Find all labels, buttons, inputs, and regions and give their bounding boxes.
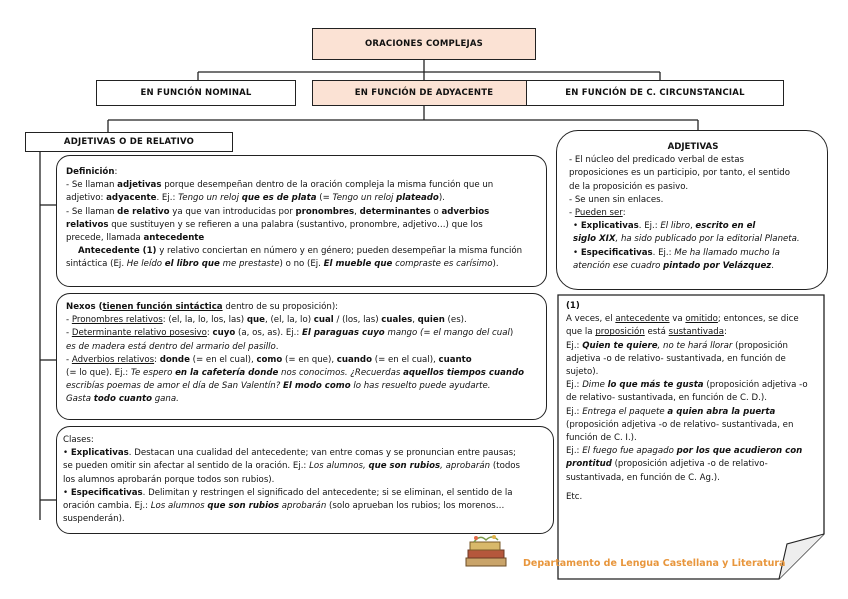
text: - Se llaman — [66, 206, 118, 217]
main-title: ORACIONES COMPLEJAS — [364, 39, 483, 49]
text: (= en el cual), — [371, 354, 439, 365]
text: sustantivada, en función de C. Ag.). — [566, 472, 720, 483]
text: Etc. — [566, 491, 583, 502]
text: El paraguas cuyo — [302, 328, 385, 339]
text: adjetiva -o de relativo- sustantivada, en función de — [566, 353, 786, 364]
text: (= en el cual), — [189, 354, 257, 365]
text: Entrega el paquete — [582, 406, 668, 417]
adjetivas-heading: ADJETIVAS — [667, 142, 719, 152]
text: Ej.: — [566, 380, 583, 391]
text: es de madera está dentro del armario del pasillo — [66, 341, 276, 352]
text: todo cuanto — [93, 394, 152, 405]
text: . Ej.: — [638, 221, 661, 232]
text: el mango del cual — [433, 328, 510, 339]
text: sintáctica (Ej. — [66, 259, 127, 270]
text: adjetivo: — [66, 193, 107, 204]
text: Los alumnos — [150, 501, 208, 512]
text: Quien te quiere — [582, 340, 658, 351]
text: - El núcleo del predicado verbal de estas — [569, 155, 744, 166]
text: Determinante relativo posesivo — [71, 328, 207, 339]
text: (= lo que). Ej.: — [66, 368, 131, 379]
text: - Se llaman — [66, 180, 118, 191]
text: , no te hará llorar — [657, 340, 733, 351]
text: (proposición — [732, 340, 788, 351]
text: prontitud — [566, 459, 612, 470]
text: proposición — [595, 327, 645, 338]
text: me prestaste — [219, 259, 280, 270]
text: escribías poemas de amor el día de San Valentín? — [66, 381, 284, 392]
text: función de C. I.). — [566, 433, 637, 444]
text: . — [771, 260, 775, 271]
text: va — [669, 314, 686, 325]
text: que sustituyen y se refieren a una palabra (sustantivo, pronombre, adjetivo…) que los — [108, 219, 483, 230]
text: determinantes — [359, 206, 431, 217]
text: - Se unen sin enlaces. — [569, 194, 664, 205]
text: cuanto — [438, 354, 472, 365]
text: a quien abra la puerta — [667, 406, 776, 417]
text: : — [154, 354, 160, 365]
text: cual — [313, 315, 334, 326]
text: , — [354, 206, 360, 217]
nota-box — [557, 294, 825, 580]
text: / (los, las) — [333, 315, 382, 326]
definicion-box: Definición: - Se llaman adjetivas porque desempeñan dentro de la oración compleja la misma función que un adjetivo: adyacente. Ej.: Tengo un reloj que es de plata (= Tengo un reloj plateado). - Se llaman de relativo ya que van introducidas por pronombres, determinantes o adverbios relativos que sustituyen y se refieren a una palabra (sustantivo, pronombre, adjetivo…) que los precede, llamada antecedente Antecedente (1) y relativo conciertan en número y en género; pueden desempeñar la misma función sintáctica (Ej. He leído el libro que me prestaste) o no (Ej. El mueble que compraste es carísimo). — [56, 155, 547, 287]
text: precede, llamada — [66, 233, 144, 244]
text: de relativo- sustantivada, en función de C. D.). — [566, 393, 767, 404]
text: proposiciones es un participio, por tanto, el sentido — [569, 168, 790, 179]
text: adyacente — [106, 193, 157, 204]
text: El modo como — [283, 381, 351, 392]
text: Especificativas — [70, 487, 143, 498]
text: porque desempeñan dentro de la oración compleja la misma función que un — [161, 180, 494, 191]
text: cuyo — [212, 328, 236, 339]
text: El fuego fue apagado — [582, 446, 677, 457]
text: o — [430, 206, 442, 217]
text: : (el, la, lo, los, las) — [162, 315, 247, 326]
text: , — [689, 221, 696, 232]
text: que la — [566, 327, 596, 338]
branch-nominal-label: EN FUNCIÓN NOMINAL — [140, 88, 252, 98]
text: : — [723, 327, 727, 338]
text: - — [569, 208, 575, 219]
text: (solo aprueban los rubios; los morenos… — [326, 501, 505, 512]
text: , aprobarán — [440, 461, 491, 472]
text: que son rubios — [368, 461, 441, 472]
text: : — [206, 328, 213, 339]
nexos-box: Nexos (tienen función sintáctica dentro de su proposición): - Pronombres relativos: (el, la, lo, los, las) que, (el, la, lo) cual / (los, las) cuales, quien (es). - Determinante relativo posesivo: cuyo (a, os, as). Ej.: El paraguas cuyo mango (= el mango del cual) es de madera está dentro del armario del pasillo. - Adverbios relativos: donde (= en el cual), como (= en que), cuando (= en el cual), cuanto (= lo que). Ej.: Te espero en la cafetería donde nos conocimos. ¿Recuerdas aquellos tiempos cuando escribías poemas de amor el día de San Valentín? El modo como lo has resuelto puede ayudarte. Gasta todo cuanto gana. — [56, 293, 547, 420]
text: Me ha llamado mucho la — [674, 247, 780, 258]
text: (= en que), — [282, 354, 337, 365]
text: ) o no (Ej. — [279, 259, 324, 270]
clases-box: Clases: • Explicativas. Destacan una cualidad del antecedente; van entre comas y se pronuncian entre pausas; se pueden omitir sin afectar al sentido de la oración. Ej.: Los alumnos, que son rubios, aprobarán (todos los alumnos aprobarán porque todos son rubios). • Especificativas. Delimitan y restringen el significado del antecedente; si se eliminan, el sentido de la oración cambia. Ej.: Los alumnos que son rubios aprobarán (solo aprueban los rubios; los morenos… suspenderán). — [56, 426, 554, 534]
branch-adyacente — [312, 80, 536, 106]
text: que es de plata — [241, 193, 317, 204]
text: A veces, el — [566, 314, 616, 325]
text: El mueble que — [323, 259, 393, 270]
text: . Destacan una cualidad del antecedente; van entre comas y se pronuncian entre pausas; — [128, 448, 516, 459]
branch-circunstancial-label: EN FUNCIÓN DE C. CIRCUNSTANCIAL — [565, 88, 745, 98]
subtitle-adjetivas-relativo — [25, 132, 233, 152]
subtitle-label: ADJETIVAS O DE RELATIVO — [63, 137, 195, 147]
branch-adyacente-label: EN FUNCIÓN DE ADYACENTE — [354, 88, 494, 98]
text: He leído — [126, 259, 165, 270]
text: como — [256, 354, 283, 365]
text: y relativo conciertan en número y en género; pueden desempeñar la misma función — [156, 246, 523, 257]
text: pintado por Velázquez — [663, 260, 772, 271]
text: antecedente — [615, 314, 670, 325]
adjetivas-box: ADJETIVAS - El núcleo del predicado verbal de estas proposiciones es un participio, por tanto, el sentido de la proposición es pasivo. - Se unen sin enlaces. - Pueden ser: • Explicativas. Ej.: El libro, escrito en el siglo XIX, ha sido publicado por la editorial Planeta. • Especificativas. Ej.: Me ha llamado mucho la atención ese cuadro pintado por Velázquez. — [556, 130, 828, 290]
text: suspenderán). — [63, 514, 125, 525]
text: quien — [417, 315, 445, 326]
text: Explicativas — [70, 448, 129, 459]
nota-heading: (1) — [566, 301, 580, 311]
text: cuales — [381, 315, 413, 326]
text: de la proposición es pasivo. — [569, 181, 689, 192]
text: Tengo un reloj — [178, 193, 242, 204]
text: : — [622, 208, 626, 219]
text: (a, os, as). Ej.: — [235, 328, 303, 339]
text: Pueden ser — [574, 208, 623, 219]
text: (todos — [490, 461, 521, 472]
text: El libro — [660, 221, 690, 232]
text: Gasta — [66, 394, 94, 405]
text: (proposición adjetiva -o — [703, 380, 808, 391]
text: lo has resuelto puede ayudarte. — [350, 381, 491, 392]
text: que — [246, 315, 265, 326]
text: , ha sido publicado por la editorial Planeta. — [615, 234, 800, 245]
text: cuando — [336, 354, 372, 365]
text: Te espero — [130, 368, 176, 379]
text: (= — [316, 193, 333, 204]
text: nos conocimos. ¿Recuerdas — [278, 368, 404, 379]
text: se pueden omitir sin afectar al sentido de la oración. Ej.: — [63, 461, 310, 472]
text: (proposición adjetiva -o de relativo- sustantivada, en — [566, 419, 794, 430]
text: compraste es carísimo — [392, 259, 493, 270]
text: atención ese cuadro — [573, 260, 664, 271]
text: ). — [438, 193, 445, 204]
text: lo que más te gusta — [607, 380, 704, 391]
text: , — [412, 315, 418, 326]
text: ya que van introducidas por — [169, 206, 296, 217]
text: adverbios — [441, 206, 490, 217]
text: en la cafetería donde — [175, 368, 279, 379]
text: Tengo un reloj — [332, 193, 397, 204]
text: Nexos ( — [66, 302, 103, 312]
books-logo-icon — [462, 532, 510, 572]
branch-circunstancial — [526, 80, 784, 106]
text: Ej.: — [566, 340, 583, 351]
text: Ej.: — [566, 406, 583, 417]
text: sustantivada — [668, 327, 724, 338]
text: Adverbios relativos — [71, 354, 155, 365]
text: escrito en el — [695, 221, 756, 232]
text: tienen función sintáctica — [102, 302, 223, 312]
text: plateado — [396, 193, 439, 204]
department-label: Departamento de Lengua Castellana y Literatura — [523, 558, 786, 569]
text: Los alumnos, — [309, 461, 369, 472]
text: . Ej.: — [156, 193, 179, 204]
text: está — [644, 327, 669, 338]
text: ). — [492, 259, 499, 270]
text: que son rubios — [207, 501, 280, 512]
text: omitido — [685, 314, 718, 325]
text: ; entonces, se dice — [717, 314, 799, 325]
text: . Ej.: — [652, 247, 675, 258]
text: aquellos tiempos cuando — [403, 368, 525, 379]
text: gana. — [151, 394, 179, 405]
definicion-heading: Definición — [66, 167, 115, 177]
text: de relativo — [117, 206, 170, 217]
text: siglo XIX — [573, 234, 616, 245]
text: Dime — [582, 380, 608, 391]
text: aprobarán — [279, 501, 327, 512]
text: Antecedente (1) — [78, 246, 157, 257]
text: (es). — [444, 315, 467, 326]
text: el libro que — [164, 259, 220, 270]
text: mango (= — [384, 328, 434, 339]
text: sujeto). — [566, 367, 599, 378]
text: . Delimitan y restringen el significado del antecedente; si se eliminan, el sentido de la — [142, 487, 513, 498]
text: oración cambia. Ej.: — [63, 501, 151, 512]
text: los alumnos aprobarán porque todos son rubios). — [63, 474, 275, 485]
clases-heading: Clases — [63, 435, 91, 445]
text: relativos — [66, 219, 109, 230]
text: adjetivas — [117, 180, 162, 191]
text: por los que acudieron con — [676, 446, 803, 457]
text: Pronombres relativos — [71, 315, 163, 326]
text: dentro de su proposición): — [222, 302, 339, 312]
main-title-box — [312, 28, 536, 60]
text: donde — [159, 354, 190, 365]
text: Especificativas — [580, 247, 653, 258]
text: Ej.: — [566, 446, 583, 457]
text: pronombres — [295, 206, 355, 217]
text: (proposición adjetiva -o de relativo- — [611, 459, 768, 470]
text: antecedente — [143, 233, 205, 244]
text: , (el, la, lo) — [264, 315, 314, 326]
text: Explicativas — [580, 221, 639, 232]
branch-nominal — [96, 80, 296, 106]
